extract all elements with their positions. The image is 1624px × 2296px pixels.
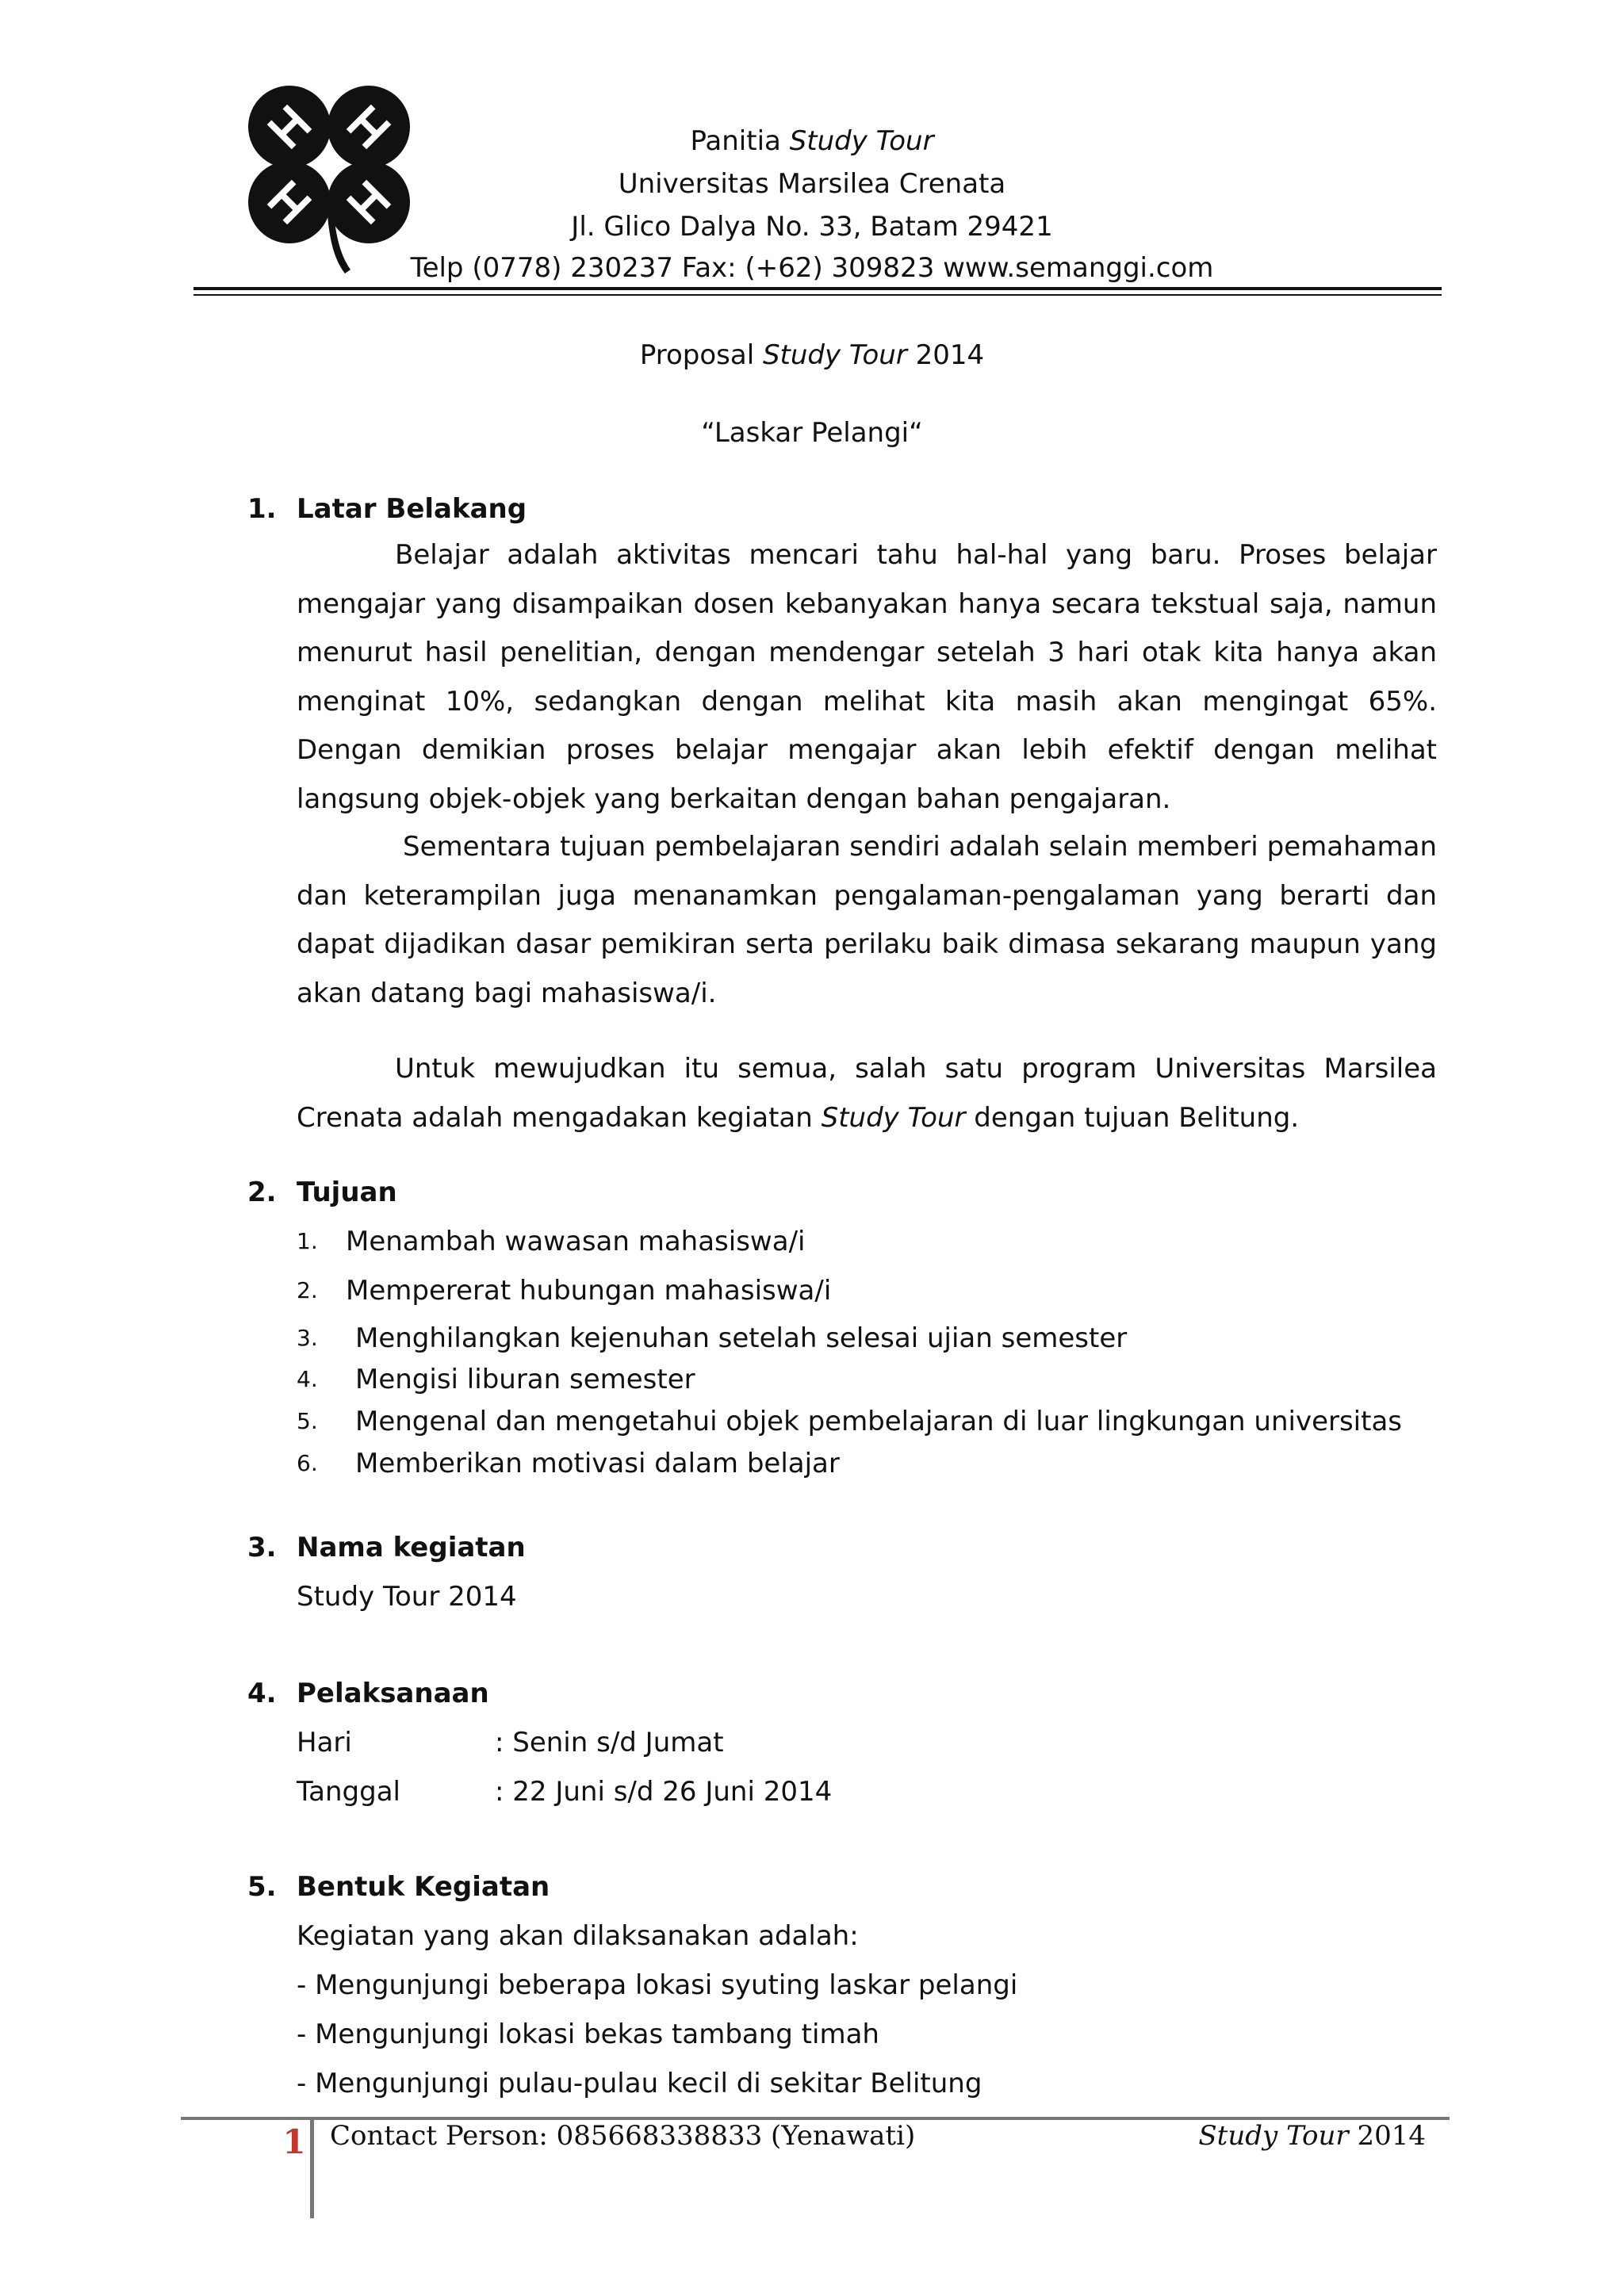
header-divider-thin — [193, 294, 1442, 296]
goal-item-number: 2. — [297, 1277, 318, 1303]
activity-intro: Kegiatan yang akan dilaksanakan adalah: — [297, 1920, 859, 1952]
date-value: : 22 Juni s/d 26 Juni 2014 — [495, 1776, 833, 1808]
date-label: Tanggal — [297, 1776, 400, 1808]
footer-contact: Contact Person: 085668338833 (Yenawati) — [330, 2120, 916, 2152]
goal-item-number: 6. — [297, 1450, 318, 1476]
section-2-number: 2. — [247, 1177, 277, 1208]
goal-item-text: Menambah wawasan mahasiswa/i — [346, 1226, 806, 1257]
goal-item-text: Mengenal dan mengetahui objek pembelajaran di luar lingkungan universitas — [355, 1406, 1403, 1437]
section-1-title: Latar Belakang — [297, 493, 527, 525]
section-1-paragraph-2: Sementara tujuan pembelajaran sendiri adalah selain memberi pemahaman dan keterampilan juga menanamkan pengalaman-pengalaman yang berarti dan dapat dijadikan dasar pemikiran serta perilaku baik dimasa sekarang maupun yang akan datang bagi mahasiswa/i. — [297, 831, 1437, 1009]
activity-item: - Mengunjungi lokasi bekas tambang timah — [297, 2019, 879, 2050]
section-1-number: 1. — [247, 493, 277, 525]
day-label: Hari — [297, 1727, 352, 1758]
section-4-title: Pelaksanaan — [297, 1678, 489, 1709]
footer-title: Study Tour 2014 — [1198, 2120, 1426, 2152]
document-title: Proposal Study Tour 2014 — [639, 339, 985, 371]
header-divider — [193, 287, 1442, 290]
goal-item-text: Mempererat hubungan mahasiswa/i — [346, 1275, 832, 1307]
section-1-paragraph-3: Untuk mewujudkan itu semua, salah satu program Universitas Marsilea Crenata adalah mengadakan kegiatan Study Tour dengan tujuan Belitung. — [297, 1053, 1437, 1134]
day-value: : Senin s/d Jumat — [495, 1727, 724, 1758]
goal-item-number: 3. — [297, 1325, 318, 1351]
section-1-paragraph-1: Belajar adalah aktivitas mencari tahu hal-hal yang baru. Proses belajar mengajar yang disampaikan dosen kebanyakan hanya secara tekstual saja, namun menurut hasil penelitian, dengan mendengar setelah 3 hari otak kita hanya akan menginat 10%, sedangkan dengan melihat kita masih akan mengingat 65%. Dengan demikian proses belajar mengajar akan lebih efektif dengan melihat langsung objek-objek yang berkaitan dengan bahan pengajaran. — [297, 539, 1437, 815]
header-organizer: Panitia Study Tour — [690, 125, 934, 157]
header-address: Jl. Glico Dalya No. 33, Batam 29421 — [571, 211, 1053, 243]
section-3-title: Nama kegiatan — [297, 1532, 526, 1563]
activity-item: - Mengunjungi pulau-pulau kecil di sekitar Belitung — [297, 2068, 982, 2099]
goal-item-number: 4. — [297, 1366, 318, 1392]
activity-name: Study Tour 2014 — [297, 1581, 517, 1613]
activity-item: - Mengunjungi beberapa lokasi syuting laskar pelangi — [297, 1969, 1018, 2001]
goal-item-text: Memberikan motivasi dalam belajar — [355, 1448, 840, 1479]
section-5-title: Bentuk Kegiatan — [297, 1871, 550, 1903]
page-number: 1 — [282, 2122, 306, 2161]
header-contact: Telp (0778) 230237 Fax: (+62) 309823 www.semanggi.com — [410, 252, 1214, 284]
document-subtitle: “Laskar Pelangi“ — [701, 417, 923, 449]
header-university: Universitas Marsilea Crenata — [618, 168, 1006, 200]
section-2-title: Tujuan — [297, 1177, 397, 1208]
section-3-number: 3. — [247, 1532, 277, 1563]
goal-item-text: Mengisi liburan semester — [355, 1364, 695, 1395]
goal-item-number: 5. — [297, 1408, 318, 1434]
goal-item-text: Menghilangkan kejenuhan setelah selesai ujian semester — [355, 1322, 1128, 1354]
section-4-number: 4. — [247, 1678, 277, 1709]
section-5-number: 5. — [247, 1871, 277, 1903]
goal-item-number: 1. — [297, 1228, 318, 1254]
